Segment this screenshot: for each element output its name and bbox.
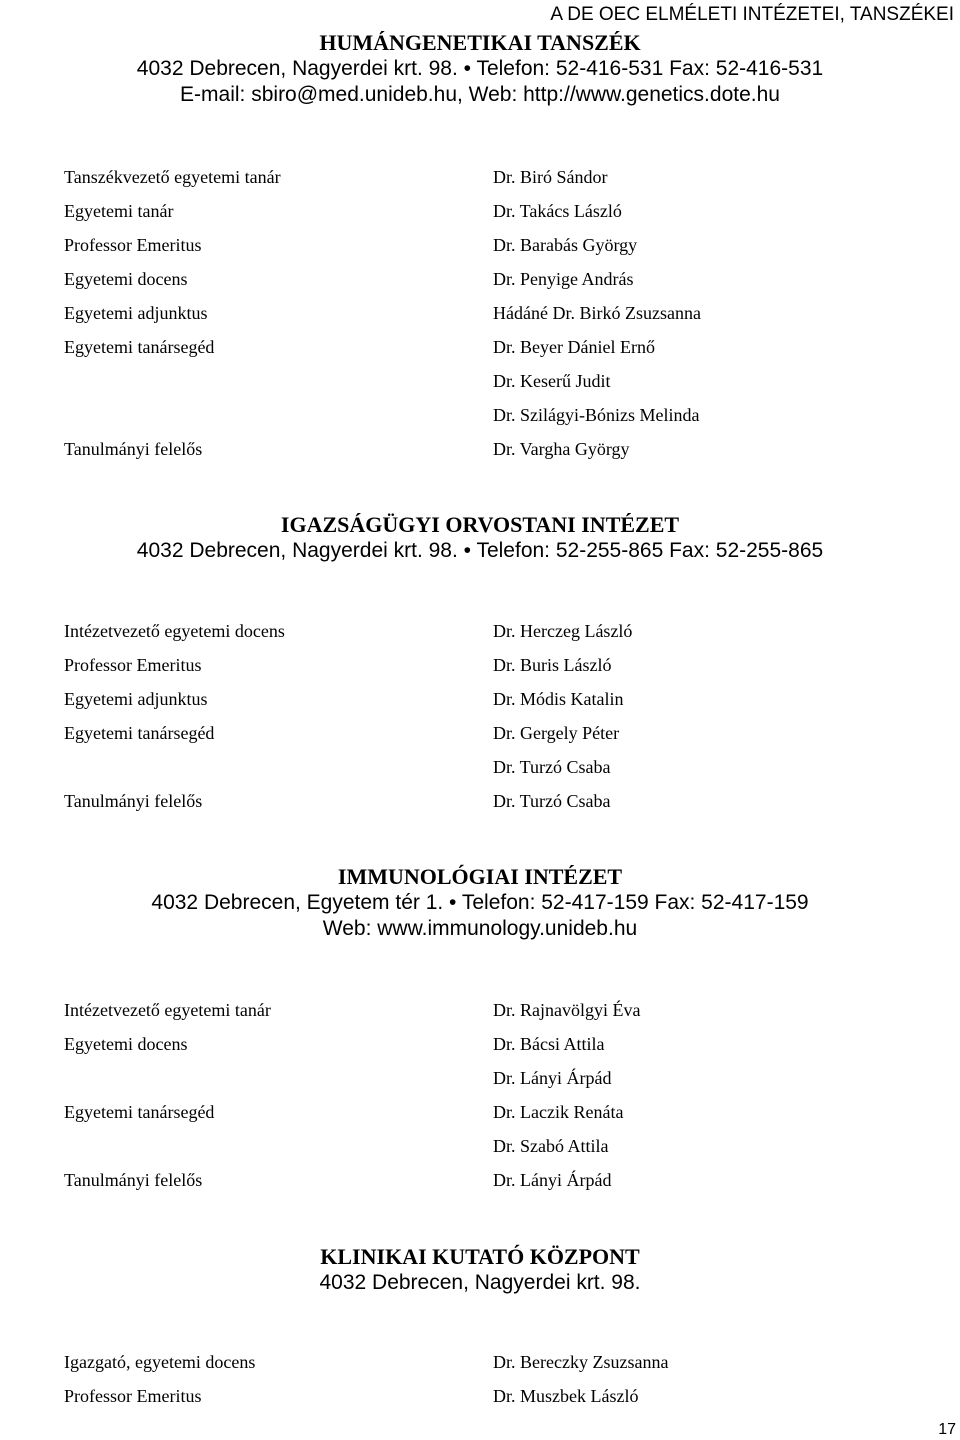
staff-row xyxy=(0,262,960,296)
staff-row xyxy=(0,716,960,750)
running-header: A DE OEC ELMÉLETI INTÉZETEI, TANSZÉKEI xyxy=(550,4,954,25)
staff-role: Professor Emeritus xyxy=(64,235,202,255)
section-contact-line: 4032 Debrecen, Nagyerdei krt. 98. xyxy=(319,1271,641,1294)
staff-name: Dr. Takács László xyxy=(493,201,622,221)
section-contact-line: 4032 Debrecen, Egyetem tér 1. • Telefon: 52-417-159 Fax: 52-417-159 xyxy=(151,891,809,914)
staff-row xyxy=(0,993,960,1027)
section-title: IGAZSÁGÜGYI ORVOSTANI INTÉZET xyxy=(280,512,680,537)
staff-role: Professor Emeritus xyxy=(64,655,202,675)
staff-list xyxy=(0,614,960,818)
section-contact-line: Web: www.immunology.unideb.hu xyxy=(322,917,638,940)
staff-row xyxy=(0,432,960,466)
staff-name: Dr. Vargha György xyxy=(493,439,630,459)
staff-role: Intézetvezető egyetemi tanár xyxy=(64,1000,271,1020)
section-title: HUMÁNGENETIKAI TANSZÉK xyxy=(319,30,641,55)
staff-role: Egyetemi docens xyxy=(64,1034,188,1054)
staff-name: Dr. Turzó Csaba xyxy=(493,791,611,811)
staff-row xyxy=(0,648,960,682)
section-contact-line: E-mail: sbiro@med.unideb.hu, Web: http://www.genetics.dote.hu xyxy=(180,83,780,106)
staff-role: Intézetvezető egyetemi docens xyxy=(64,621,285,641)
staff-row xyxy=(0,1027,960,1061)
staff-role: Egyetemi tanársegéd xyxy=(64,337,215,357)
staff-name: Dr. Laczik Renáta xyxy=(493,1102,624,1122)
staff-row xyxy=(0,364,960,398)
staff-role: Egyetemi adjunktus xyxy=(64,689,208,709)
staff-name: Hádáné Dr. Birkó Zsuzsanna xyxy=(493,303,701,323)
staff-role: Professor Emeritus xyxy=(64,1386,202,1406)
page-number: 17 xyxy=(938,1421,956,1438)
staff-role: Tanszékvezető egyetemi tanár xyxy=(64,167,281,187)
staff-name: Dr. Turzó Csaba xyxy=(493,757,611,777)
staff-row xyxy=(0,1129,960,1163)
staff-row xyxy=(0,682,960,716)
staff-list xyxy=(0,993,960,1197)
section-header xyxy=(0,1244,960,1296)
staff-role: Egyetemi adjunktus xyxy=(64,303,208,323)
staff-role: Egyetemi tanársegéd xyxy=(64,1102,215,1122)
staff-name: Dr. Barabás György xyxy=(493,235,638,255)
staff-name: Dr. Szabó Attila xyxy=(493,1136,609,1156)
section-header xyxy=(0,864,960,942)
staff-row xyxy=(0,784,960,818)
staff-list xyxy=(0,160,960,466)
staff-row xyxy=(0,160,960,194)
staff-list xyxy=(0,1345,960,1413)
staff-row xyxy=(0,296,960,330)
staff-name: Dr. Szilágyi-Bónizs Melinda xyxy=(493,405,700,425)
staff-name: Dr. Rajnavölgyi Éva xyxy=(493,1000,641,1020)
staff-role: Egyetemi tanár xyxy=(64,201,174,221)
staff-name: Dr. Keserű Judit xyxy=(493,371,611,391)
staff-name: Dr. Beyer Dániel Ernő xyxy=(493,337,655,357)
section-contact-line: 4032 Debrecen, Nagyerdei krt. 98. • Telefon: 52-255-865 Fax: 52-255-865 xyxy=(136,539,824,562)
staff-name: Dr. Biró Sándor xyxy=(493,167,608,187)
staff-name: Dr. Lányi Árpád xyxy=(493,1068,612,1088)
staff-row xyxy=(0,1095,960,1129)
staff-name: Dr. Buris László xyxy=(493,655,612,675)
section-title: IMMUNOLÓGIAI INTÉZET xyxy=(337,864,623,889)
staff-role: Tanulmányi felelős xyxy=(64,439,203,459)
section-header xyxy=(0,512,960,564)
staff-name: Dr. Bereczky Zsuzsanna xyxy=(493,1352,669,1372)
staff-row xyxy=(0,1163,960,1197)
staff-role: Egyetemi tanársegéd xyxy=(64,723,215,743)
staff-row xyxy=(0,1345,960,1379)
staff-row xyxy=(0,1379,960,1413)
staff-row xyxy=(0,228,960,262)
staff-role: Egyetemi docens xyxy=(64,269,188,289)
staff-name: Dr. Muszbek László xyxy=(493,1386,639,1406)
staff-name: Dr. Lányi Árpád xyxy=(493,1170,612,1190)
staff-row xyxy=(0,614,960,648)
staff-name: Dr. Penyige András xyxy=(493,269,634,289)
staff-row xyxy=(0,398,960,432)
staff-name: Dr. Módis Katalin xyxy=(493,689,624,709)
section-header xyxy=(0,30,960,108)
section-contact-line: 4032 Debrecen, Nagyerdei krt. 98. • Telefon: 52-416-531 Fax: 52-416-531 xyxy=(136,57,824,80)
staff-role: Tanulmányi felelős xyxy=(64,1170,203,1190)
staff-row xyxy=(0,1061,960,1095)
staff-name: Dr. Bácsi Attila xyxy=(493,1034,605,1054)
staff-row xyxy=(0,330,960,364)
staff-role: Igazgató, egyetemi docens xyxy=(64,1352,256,1372)
staff-name: Dr. Gergely Péter xyxy=(493,723,620,743)
staff-role: Tanulmányi felelős xyxy=(64,791,203,811)
section-title: KLINIKAI KUTATÓ KÖZPONT xyxy=(320,1244,640,1269)
staff-name: Dr. Herczeg László xyxy=(493,621,633,641)
staff-row xyxy=(0,750,960,784)
staff-row xyxy=(0,194,960,228)
